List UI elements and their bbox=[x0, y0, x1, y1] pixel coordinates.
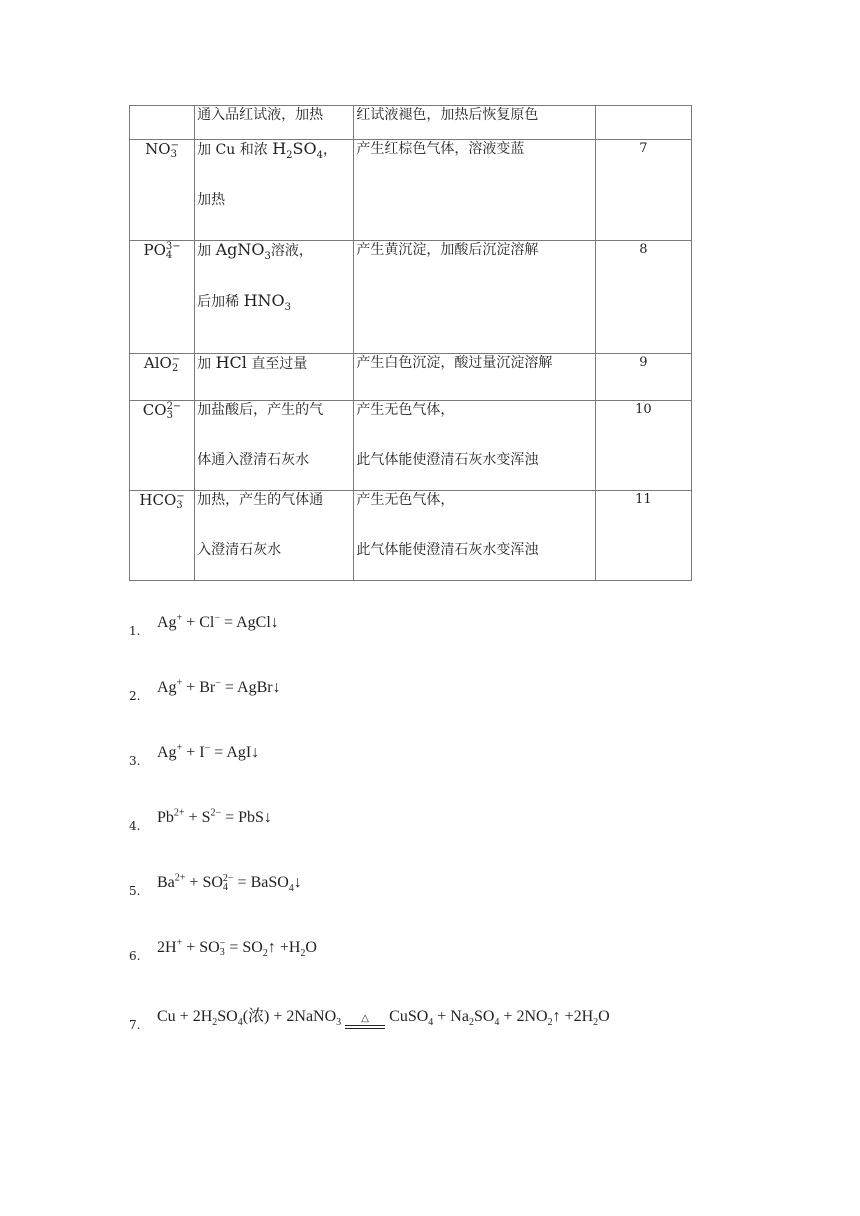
ion-cell: PO 3− 4 bbox=[130, 241, 195, 354]
table-row bbox=[130, 491, 692, 581]
phenomenon-cell: 产生白色沉淀，酸过量沉淀溶解 bbox=[354, 354, 595, 401]
phenomenon-cell: 产生黄沉淀，加酸后沉淀溶解 bbox=[354, 241, 595, 354]
equation-1: 1. Ag+ + Cl− = AgCl↓ bbox=[129, 612, 279, 638]
equation-number-cell bbox=[595, 106, 691, 140]
table-row bbox=[130, 241, 692, 354]
method-cell: 通入品红试液，加热 bbox=[195, 106, 354, 140]
phenomenon-cell: 红试液褪色，加热后恢复原色 bbox=[354, 106, 595, 140]
method-cell: 加盐酸后，产生的气 体通入澄清石灰水 bbox=[195, 401, 354, 491]
ion-cell bbox=[130, 106, 195, 140]
equation-number-cell: 7 bbox=[595, 140, 691, 241]
equation-5: 5. $Ba^{2+}$ + SO 2− 4 = BaSO$_4$↓ bbox=[129, 872, 302, 898]
equation-number-cell: 8 bbox=[595, 241, 691, 354]
ion-cell: CO 2− 3 bbox=[130, 401, 195, 491]
table-row bbox=[130, 106, 692, 140]
phenomenon-cell: 产生无色气体， 此气体能使澄清石灰水变浑浊 bbox=[354, 491, 595, 581]
ion-test-table bbox=[129, 105, 692, 581]
ion-cell: NO − 3 bbox=[130, 140, 195, 241]
equation-3: 3. Ag+ + I− = AgI↓ bbox=[129, 742, 260, 768]
equation-2: 2. Ag+ + Br− = AgBr↓ bbox=[129, 677, 281, 703]
equation-4: 4. $Pb^{2+} + S^{2-}$ = PbS↓ bbox=[129, 807, 272, 833]
method-cell: 加热，产生的气体通 入澄清石灰水 bbox=[195, 491, 354, 581]
method-cell: 加 HCl 直至过量 bbox=[195, 354, 354, 401]
method-cell: 加 AgNO$_3$溶液， 后加稀 $HNO_3$ bbox=[195, 241, 354, 354]
phenomenon-cell: 产生红棕色气体，溶液变蓝 bbox=[354, 140, 595, 241]
phenomenon-cell: 产生无色气体， 此气体能使澄清石灰水变浑浊 bbox=[354, 401, 595, 491]
table-row bbox=[130, 354, 692, 401]
table-row bbox=[130, 140, 692, 241]
equation-number-cell: 10 bbox=[595, 401, 691, 491]
ion-cell: AlO − 2 bbox=[130, 354, 195, 401]
ion-cell: HCO − 3 bbox=[130, 491, 195, 581]
heat-condition-sign: △ bbox=[345, 1014, 385, 1029]
table-row bbox=[130, 401, 692, 491]
equation-number-cell: 11 bbox=[595, 491, 691, 581]
equation-6: 6. 2H+ + SO − 3 = $SO_2↑ +H_2O$ bbox=[129, 937, 317, 963]
method-cell: 加 Cu 和浓 $H_2SO_4$， 加热 bbox=[195, 140, 354, 241]
equation-7: 7. $Cu + 2H_2SO_4$(浓) + 2NaNO$_3$ △ CuSO$_4$ + $Na_2SO_4$ + $2NO_2↑ +2H_2O$ bbox=[129, 1008, 610, 1032]
equation-number-cell: 9 bbox=[595, 354, 691, 401]
